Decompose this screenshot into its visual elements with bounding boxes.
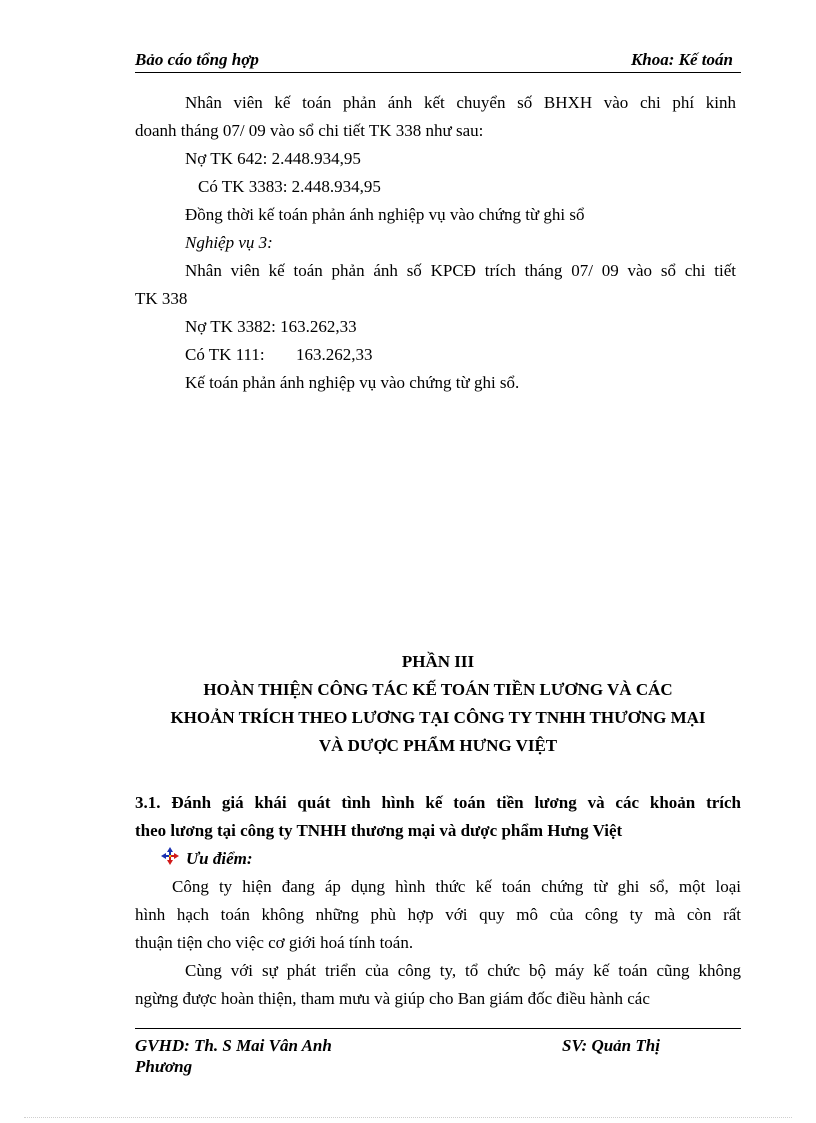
part-title-line: KHOẢN TRÍCH THEO LƯƠNG TẠI CÔNG TY TNHH THƯƠNG MẠI (170, 708, 706, 727)
journal-debit-entry: Nợ TK 3382: 163.262,33 (185, 317, 357, 336)
page-bottom-border (24, 1117, 792, 1118)
journal-credit-entry: Có TK 3383: 2.448.934,95 (198, 177, 381, 196)
section-heading-line: theo lương tại công ty TNHH thương mại và dược phẩm Hưng Việt (135, 821, 623, 840)
part-title-line: VÀ DƯỢC PHẨM HƯNG VIỆT (318, 736, 558, 755)
header-title: Bảo cáo tổng hợp (135, 50, 259, 69)
paragraph-line: Công ty hiện đang áp dụng hình thức kế toán chứng từ ghi sổ, một loại (172, 877, 741, 896)
footer-advisor: GVHD: Th. S Mai Vân Anh (135, 1036, 332, 1055)
paragraph-line: Nhân viên kế toán phản ánh kết chuyển số BHXH vào chi phí kinh (185, 93, 736, 112)
header-faculty: Khoa: Kế toán (630, 50, 733, 69)
journal-credit-entry-label: Có TK 111: (185, 345, 265, 364)
journal-credit-entry-value: 163.262,33 (296, 345, 373, 364)
paragraph-line: Kế toán phản ánh nghiệp vụ vào chứng từ ghi sổ. (185, 373, 520, 392)
part-heading: PHẦN III (401, 652, 475, 671)
journal-debit-entry: Nợ TK 642: 2.448.934,95 (185, 149, 361, 168)
page-header (135, 50, 741, 73)
part-title-line: HOÀN THIỆN CÔNG TÁC KẾ TOÁN TIỀN LƯƠNG VÀ CÁC (203, 680, 673, 699)
footer-student: SV: Quản Thị (562, 1036, 660, 1055)
paragraph-line: Cùng với sự phát triển của công ty, tổ chức bộ máy kế toán cũng không (185, 961, 741, 980)
paragraph-line: thuận tiện cho việc cơ giới hoá tính toán. (135, 933, 414, 952)
operation-label: Nghiệp vụ 3: (185, 233, 273, 252)
paragraph-line: doanh tháng 07/ 09 vào sổ chi tiết TK 338 như sau: (135, 121, 484, 140)
paragraph-line: hình hạch toán không những phù hợp với quy mô của công ty mà còn rất (135, 905, 741, 924)
paragraph-line: Nhân viên kế toán phản ánh số KPCĐ trích tháng 07/ 09 vào sổ chi tiết (185, 261, 736, 280)
paragraph-line: ngừng được hoàn thiện, tham mưu và giúp cho Ban giám đốc điều hành các (135, 989, 650, 1008)
advantages-label: Ưu điểm: (186, 849, 253, 868)
footer-divider (135, 1028, 741, 1029)
footer-advisor-continued: Phương (135, 1057, 193, 1076)
four-arrows-bullet-icon (160, 846, 180, 866)
paragraph-line: Đồng thời kế toán phản ánh nghiệp vụ vào chứng từ ghi sổ (185, 205, 585, 224)
paragraph-line: TK 338 (135, 289, 188, 308)
section-heading-line: 3.1. Đánh giá khái quát tình hình kế toán tiền lương và các khoản trích (135, 793, 741, 812)
